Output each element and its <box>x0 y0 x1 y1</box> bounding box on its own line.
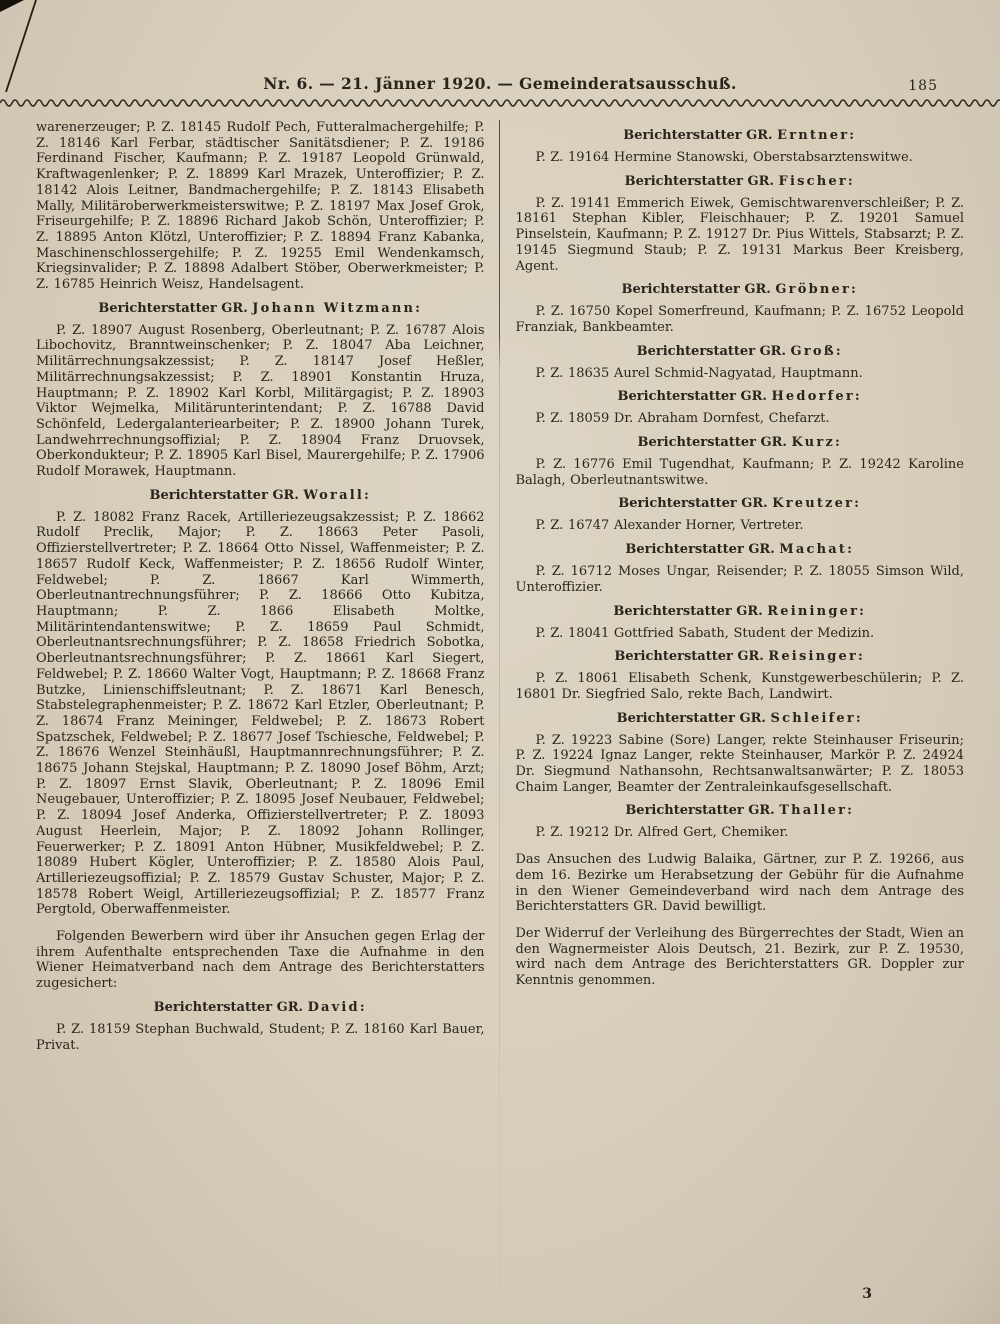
heading-name: Groß: <box>790 343 843 359</box>
heading-prefix: Berichterstatter GR. <box>623 128 778 143</box>
heading-prefix: Berichterstatter GR. <box>98 300 253 316</box>
paragraph: Der Widerruf der Verleihung des Bürgerrechtes der Stadt, Wien an den Wagnermeister Alois Deutsch, 21. Bezirk, zur P. Z. 19530, wird nach dem Antrage des Berichterstatters GR. Doppler zur Kenntnis genommen. <box>515 925 964 989</box>
heading-prefix: Berichterstatter GR. <box>617 389 772 405</box>
paragraph: P. Z. 19164 Hermine Stanowski, Oberstabsarztenswitwe. <box>535 150 913 165</box>
paragraph: P. Z. 16776 Emil Tugendhat, Kaufmann; P. Z. 19242 Karoline Balagh, Oberleutnantswitwe. <box>515 457 964 488</box>
content-columns <box>36 120 964 1288</box>
section-heading <box>516 649 965 665</box>
section-heading <box>516 389 965 405</box>
section-heading <box>516 435 965 451</box>
section-heading <box>516 542 965 558</box>
heading-prefix: Berichterstatter GR. <box>625 542 780 558</box>
section-heading <box>36 301 485 317</box>
section-heading <box>516 496 965 512</box>
section-heading <box>516 344 965 360</box>
heading-name: Kurz: <box>791 435 842 451</box>
heading-prefix: Berichterstatter GR. <box>616 710 771 726</box>
section-heading <box>36 488 485 504</box>
footer-page-number: 3 <box>862 1286 872 1302</box>
heading-prefix: Berichterstatter GR. <box>614 649 769 665</box>
paragraph: P. Z. 16747 Alexander Horner, Vertreter. <box>535 518 804 534</box>
left-column <box>36 120 499 1288</box>
paragraph: P. Z. 18635 Aurel Schmid-Nagyatad, Hauptmann. <box>535 365 863 381</box>
heading-prefix: Berichterstatter GR. <box>153 999 308 1015</box>
heading-prefix: Berichterstatter GR. <box>636 343 791 359</box>
paragraph: Folgenden Bewerbern wird über ihr Ansuchen gegen Erlag der ihrem Aufenthalte entsprechenden Taxe die Aufnahme in den Wiener Heimatverband nach dem Antrage des Berichterstatters zugesichert: <box>36 929 485 992</box>
paragraph: P. Z. 19212 Dr. Alfred Gert, Chemiker. <box>535 825 789 841</box>
header-page-number: 185 <box>908 78 938 94</box>
section-heading <box>516 803 965 819</box>
heading-name: Thaller: <box>779 803 855 819</box>
heading-prefix: Berichterstatter GR. <box>624 173 779 189</box>
heading-prefix: Berichterstatter GR. <box>149 487 304 503</box>
section-heading <box>36 1000 485 1016</box>
paragraph: P. Z. 18059 Dr. Abraham Dornfest, Chefarzt. <box>535 411 830 427</box>
heading-name: Machat: <box>779 542 855 558</box>
heading-prefix: Berichterstatter GR. <box>613 603 768 619</box>
paragraph: P. Z. 18061 Elisabeth Schenk, Kunstgewerbeschülerin; P. Z. 16801 Dr. Siegfried Salo, rekte Bach, Landwirt. <box>515 671 964 702</box>
section-heading <box>516 604 965 620</box>
paragraph: P. Z. 16712 Moses Ungar, Reisender; P. Z. 18055 Simson Wild, Unteroffizier. <box>515 564 964 595</box>
heading-prefix: Berichterstatter GR. <box>621 282 776 298</box>
paragraph: Das Ansuchen des Ludwig Balaika, Gärtner, zur P. Z. 19266, aus dem 16. Bezirke um Herabsetzung der Gebühr für die Aufnahme in den Wiener Gemeindeverband wird nach dem Antrage des Berichterstatters GR. David bewilligt. <box>515 852 964 915</box>
paragraph: P. Z. 16750 Kopel Somerfreund, Kaufmann; P. Z. 16752 Leopold Franziak, Bankbeamter. <box>515 304 964 335</box>
heading-name: Johann Witzmann: <box>252 300 423 316</box>
heading-name: Fischer: <box>778 173 855 189</box>
heading-name: Worall: <box>303 487 371 503</box>
header-wavy-rule <box>0 97 1000 107</box>
heading-name: Kreutzer: <box>772 496 862 512</box>
header-rule-path <box>0 100 1000 106</box>
section-heading <box>516 711 965 727</box>
heading-name: Reisinger: <box>768 649 866 665</box>
heading-name: Erntner: <box>777 128 857 143</box>
page-header <box>0 74 1000 98</box>
paragraph: P. Z. 19141 Emmerich Eiwek, Gemischtwarenverschleißer; P. Z. 18161 Stephan Kibler, Fleischhauer; P. Z. 19201 Samuel Pinselstein, Kaufmann; P. Z. 19127 Dr. Pius Wittels, Stabsarzt; P. Z. 19145 Siegmund Staub; P. Z. 19131 Markus Beer Kreisberg, Agent. <box>515 195 964 274</box>
heading-name: Gröbner: <box>775 282 859 298</box>
heading-name: Reininger: <box>767 603 867 619</box>
heading-name: David: <box>307 999 367 1015</box>
paragraph: warenerzeuger; P. Z. 18145 Rudolf Pech, Futteralmachergehilfe; P. Z. 18146 Karl Ferbar, städtischer Sanitätsdiener; P. Z. 19186 Ferdinand Fischer, Kaufmann; P. Z. 19187 Leopold Grünwald, Kraftwagenlenker; P. Z. 18899 Karl Mrazek, Unteroffizier; P. Z. 18142 Alois Leitner, Bandmachergehilfe; P. Z. 18143 Elisabeth Mally, Militäroberwerkmeisterswitwe; P. Z. 18197 Max Josef Grok, Friseurgehilfe; P. Z. 18896 Richard Jakob Schön, Unteroffizier; P. Z. 18895 Anton Klötzl, Unteroffizier; P. Z. 18894 Franz Kabanka, Maschinenschlossergehilfe; P. Z. 19255 Emil Wendenkamsch, Kriegsinvalider; P. Z. 18898 Adalbert Stöber, Oberwerkmeister; P. Z. 16785 Heinrich Weisz, Handelsagent. <box>36 120 485 293</box>
paragraph: P. Z. 19223 Sabine (Sore) Langer, rekte Steinhauser Friseurin; P. Z. 19224 Ignaz Langer, rekte Steinhauser, Markör P. Z. 24924 Dr. Siegmund Nathansohn, Rechtsanwaltsanwärter; P. Z. 18053 Chaim Langer, Beamter der Zentraleinkaufsgesellschaft. <box>515 732 964 795</box>
paragraph: P. Z. 18082 Franz Racek, Artilleriezeugsakzessist; P. Z. 18662 Rudolf Preclik, Major; P. Z. 18663 Peter Pasoli, Offizierstellvertreter; P. Z. 18664 Otto Nissel, Waffenmeister; P. Z. 18657 Rudolf Keck, Waffenmeister; P. Z. 18656 Rudolf Winter, Feldwebel; P. Z. 18667 Karl Wimmerth, Oberleutnantrechnungsführer; P. Z. 18666 Otto Kubitza, Hauptmann; P. Z. 1866 Elisabeth Moltke, Militärintendantenswitwe; P. Z. 18659 Paul Schmidt, Oberleutnantsrechnungsführer; P. Z. 18658 Friedrich Sobotka, Oberleutnantsrechnungsführer; P. Z. 18661 Karl Siegert, Feldwebel; P. Z. 18660 Walter Vogt, Hauptmann; P. Z. 18668 Franz Butzke, Linienschiffsleutnant; P. Z. 18671 Karl Benesch, Stabstelegraphenmeister; P. Z. 18672 Karl Etzler, Oberleutnant; P. Z. 18674 Franz Meininger, Feldwebel; P. Z. 18673 Robert Spatzschek, Feldwebel; P. Z. 18677 Josef Tschiesche, Feldwebel; P. Z. 18676 Wenzel Steinhäußl, Hauptmannrechnungsführer; P. Z. 18675 Johann Stejskal, Hauptmann; P. Z. 18090 Josef Böhm, Arzt; P. Z. 18097 Ernst Slavik, Oberleutnant; P. Z. 18096 Emil Neugebauer, Unteroffizier; P. Z. 18095 Josef Neubauer, Feldwebel; P. Z. 18094 Josef Anderka, Offizierstellvertreter; P. Z. 18093 August Heerlein, Major; P. Z. 18092 Johann Rollinger, Feuerwerker; P. Z. 18091 Anton Hübner, Musikfeldwebel; P. Z. 18089 Hubert Kögler, Unteroffizier; P. Z. 18580 Alois Paul, Artilleriezeugsoffizial; P. Z. 18579 Gustav Schuster, Major; P. Z. 18578 Robert Weigl, Artilleriezeugsoffizial; P. Z. 18577 Franz Pergtold, Oberwaffenmeister. <box>36 509 485 918</box>
heading-name: Hedorfer: <box>771 389 862 405</box>
section-heading <box>516 174 965 190</box>
paragraph: P. Z. 18907 August Rosenberg, Oberleutnant; P. Z. 16787 Alois Libochovitz, Branntweinschenker; P. Z. 18047 Aba Leichner, Militärrechnungsakzessist; P. Z. 18147 Josef Heßler, Militärrechnungsakzessist; P. Z. 18901 Konstantin Hruza, Hauptmann; P. Z. 18902 Karl Korbl, Militärgagist; P. Z. 18903 Viktor Wejmelka, Militärunterintendant; P. Z. 16788 David Schönfeld, Ledergalanteriearbeiter; P. Z. 18900 Johann Turek, Landwehrrechnungsoffizial; P. Z. 18904 Franz Druovsek, Oberkondukteur; P. Z. 18905 Karl Bisel, Maurergehilfe; P. Z. 17906 Rudolf Morawek, Hauptmann. <box>36 322 485 480</box>
header-title: Nr. 6. — 21. Jänner 1920. — Gemeinderatsausschuß. <box>263 74 737 93</box>
paragraph: P. Z. 18041 Gottfried Sabath, Student der Medizin. <box>535 625 875 641</box>
heading-prefix: Berichterstatter GR. <box>637 435 792 451</box>
paragraph: P. Z. 18159 Stephan Buchwald, Student; P. Z. 18160 Karl Bauer, Privat. <box>36 1021 485 1053</box>
section-heading <box>516 128 965 144</box>
heading-prefix: Berichterstatter GR. <box>625 803 780 819</box>
heading-name: Schleifer: <box>770 710 863 726</box>
section-heading <box>516 282 965 298</box>
heading-prefix: Berichterstatter GR. <box>618 496 773 512</box>
right-column <box>500 120 965 1288</box>
